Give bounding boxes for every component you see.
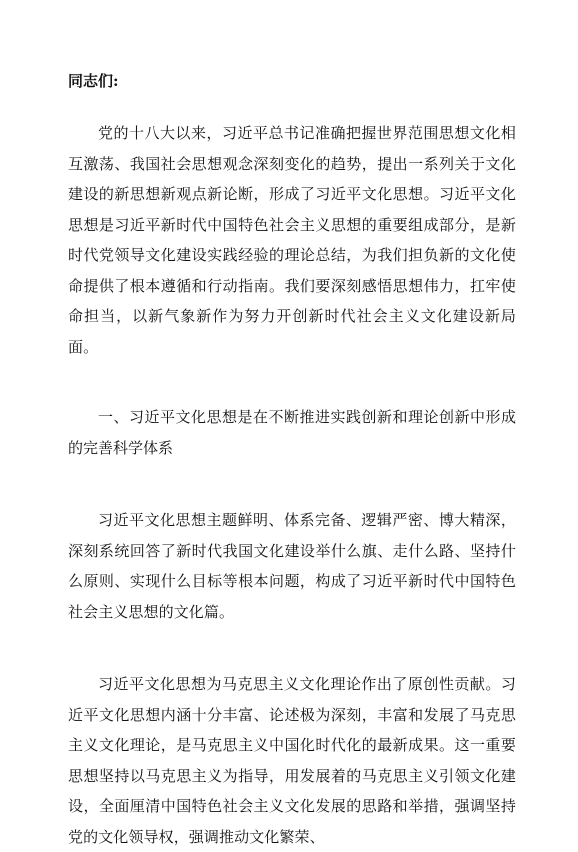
salutation: 同志们:	[68, 72, 119, 90]
paragraph-spacer	[68, 463, 516, 505]
paragraph-contribution: 习近平文化思想为马克思主义文化理论作出了原创性贡献。习近平文化思想内涵十分丰富、论述极为深刻，丰富和发展了马克思主义文化理论，是马克思主义中国化时代化的最新成果。这一重要思想坚持以马克思主义为指导，用发展着的马克思主义引领文化建设，全面厘清中国特色社会主义文化发展的思路和举措，强调坚持党的文化领导权，强调推动文化繁荣、	[68, 675, 516, 846]
paragraph-spacer	[68, 362, 516, 402]
section-heading: 一、习近平文化思想是在不断推进实践创新和理论创新中形成的完善科学体系	[68, 408, 516, 457]
document-page	[68, 70, 516, 852]
paragraph-overview: 习近平文化思想主题鲜明、体系完备、逻辑严密、博大精深，深刻系统回答了新时代我国文化建设举什么旗、走什么路、坚持什么原则、实现什么目标等根本问题，构成了习近平新时代中国特色社会主义思想的文化篇。	[68, 511, 516, 621]
paragraph-spacer	[68, 627, 516, 669]
paragraph-intro: 党的十八大以来，习近平总书记准确把握世界范围思想文化相互激荡、我国社会思想观念深刻变化的趋势，提出一系列关于文化建设的新思想新观点新论断，形成了习近平文化思想。习近平文化思想是习近平新时代中国特色社会主义思想的重要组成部分，是新时代党领导文化建设实践经验的理论总结，为我们担负新的文化使命提供了根本遵循和行动指南。我们要深刻感悟思想伟力，扛牢使命担当，以新气象新作为努力开创新时代社会主义文化建设新局面。	[68, 124, 516, 356]
